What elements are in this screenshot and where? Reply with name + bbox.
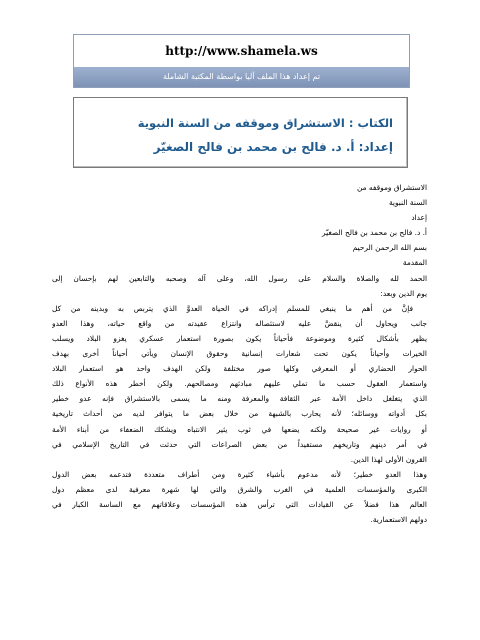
text-line: العالم هذا فضلاً عن القيادات التي ترأس هذه المؤسسات وعلاقاتهم مع الساسة الكبار في bbox=[52, 499, 427, 509]
book-author: إعداد: أ. د. فالح بن محمد بن فالح الصغيّر bbox=[153, 140, 393, 154]
text-line: المقدمة bbox=[402, 258, 427, 268]
text-line: الخيرات وأحياناً يكون تحت شعارات إنسانية وحقوق الإنسان ويأتي أحياناً أخرى بهدف bbox=[52, 349, 427, 359]
site-url[interactable]: http://www.shamela.ws bbox=[165, 44, 318, 58]
text-line: يظهر بأشكال كثيرة وموضوعة فأحياناً يكون بصورة استعمار عسكري يغزو البلاد ويسلب bbox=[52, 333, 427, 343]
text-line: في أمر دينهم وتاريخهم مستفيداً من بعض الصراعات التي حدثت في التاريخ الإسلامي في bbox=[52, 439, 427, 449]
text-line: الاستشراق وموقفه من bbox=[356, 183, 427, 192]
text-line: إعداد bbox=[411, 213, 427, 223]
text-line: أ. د. فالح بن محمد بن فالح الصغيّر bbox=[322, 228, 427, 238]
text-line: بكل أدواته ووسائله؛ لأنه يحارب بالشبهة من خلال بعض ما يتوافر لديه من أحداث تاريخية bbox=[52, 409, 427, 419]
text-line: الحمد لله والصلاة والسلام على رسول الله، وعلى آله وصحبه والتابعين لهم بإحسان إلى bbox=[52, 273, 427, 283]
header-box bbox=[73, 34, 410, 88]
text-line: القرون الأولى لهذا الدين. bbox=[350, 454, 427, 464]
text-line: فإنَّ من أهم ما ينبغي للمسلم إدراكه في الحياة العدوَّ الذي يتربص به وبدينه من كل bbox=[52, 303, 413, 313]
text-line: السنة النبوية bbox=[388, 198, 427, 208]
text-line: أو روايات غير صحيحة ولكنه يضعها في ثوب يثير الانتباه ويشكك الضعفاء من أبناء الأمة bbox=[52, 424, 427, 434]
text-line: الكبرى والمؤسسات العلمية في الغرب والشرق والتي لها شهرة معرفية لدى معظم دول bbox=[52, 484, 427, 494]
text-line: دولهم الاستعمارية. bbox=[370, 515, 427, 525]
text-line: وهذا العدو خطير؛ لأنه مدعوم بأشياء كثيرة ومن أطراف متعددة فتدعمه بعض الدول bbox=[52, 469, 427, 479]
text-line: بسم الله الرحمن الرحيم bbox=[352, 243, 427, 253]
text-line: الذي يتغلغل داخل الأمة عبر الثقافة والمعرفة ومنه ما يسمى بالاستشراق فإنه عدو خطير bbox=[52, 394, 427, 404]
book-text bbox=[52, 180, 427, 527]
text-line: الحوار الحضاري أو المعرفي وكلها صور مختلفة ولكن الهدف واحد هو استعمار البلاد bbox=[52, 364, 427, 374]
prepared-by-band: تم إعداد هذا الملف آليا بواسطة المكتبة الشاملة bbox=[74, 67, 409, 87]
book-title: الكتاب : الاستشراق وموقفه من السنة النبوية bbox=[137, 116, 393, 130]
book-info-box bbox=[73, 97, 408, 168]
text-line: يوم الدين وبعد: bbox=[380, 288, 427, 298]
text-line: واستعمار العقول حسب ما تملي عليهم مبادئهم ومصالحهم. ولكن أخطر هذه الأنواع ذلك bbox=[52, 379, 427, 389]
text-line: جانب ويحاول أن ينقضَّ عليه لاستئصاله وانتزاع عقيدته من واقع حياته، وهذا العدو bbox=[52, 318, 427, 328]
